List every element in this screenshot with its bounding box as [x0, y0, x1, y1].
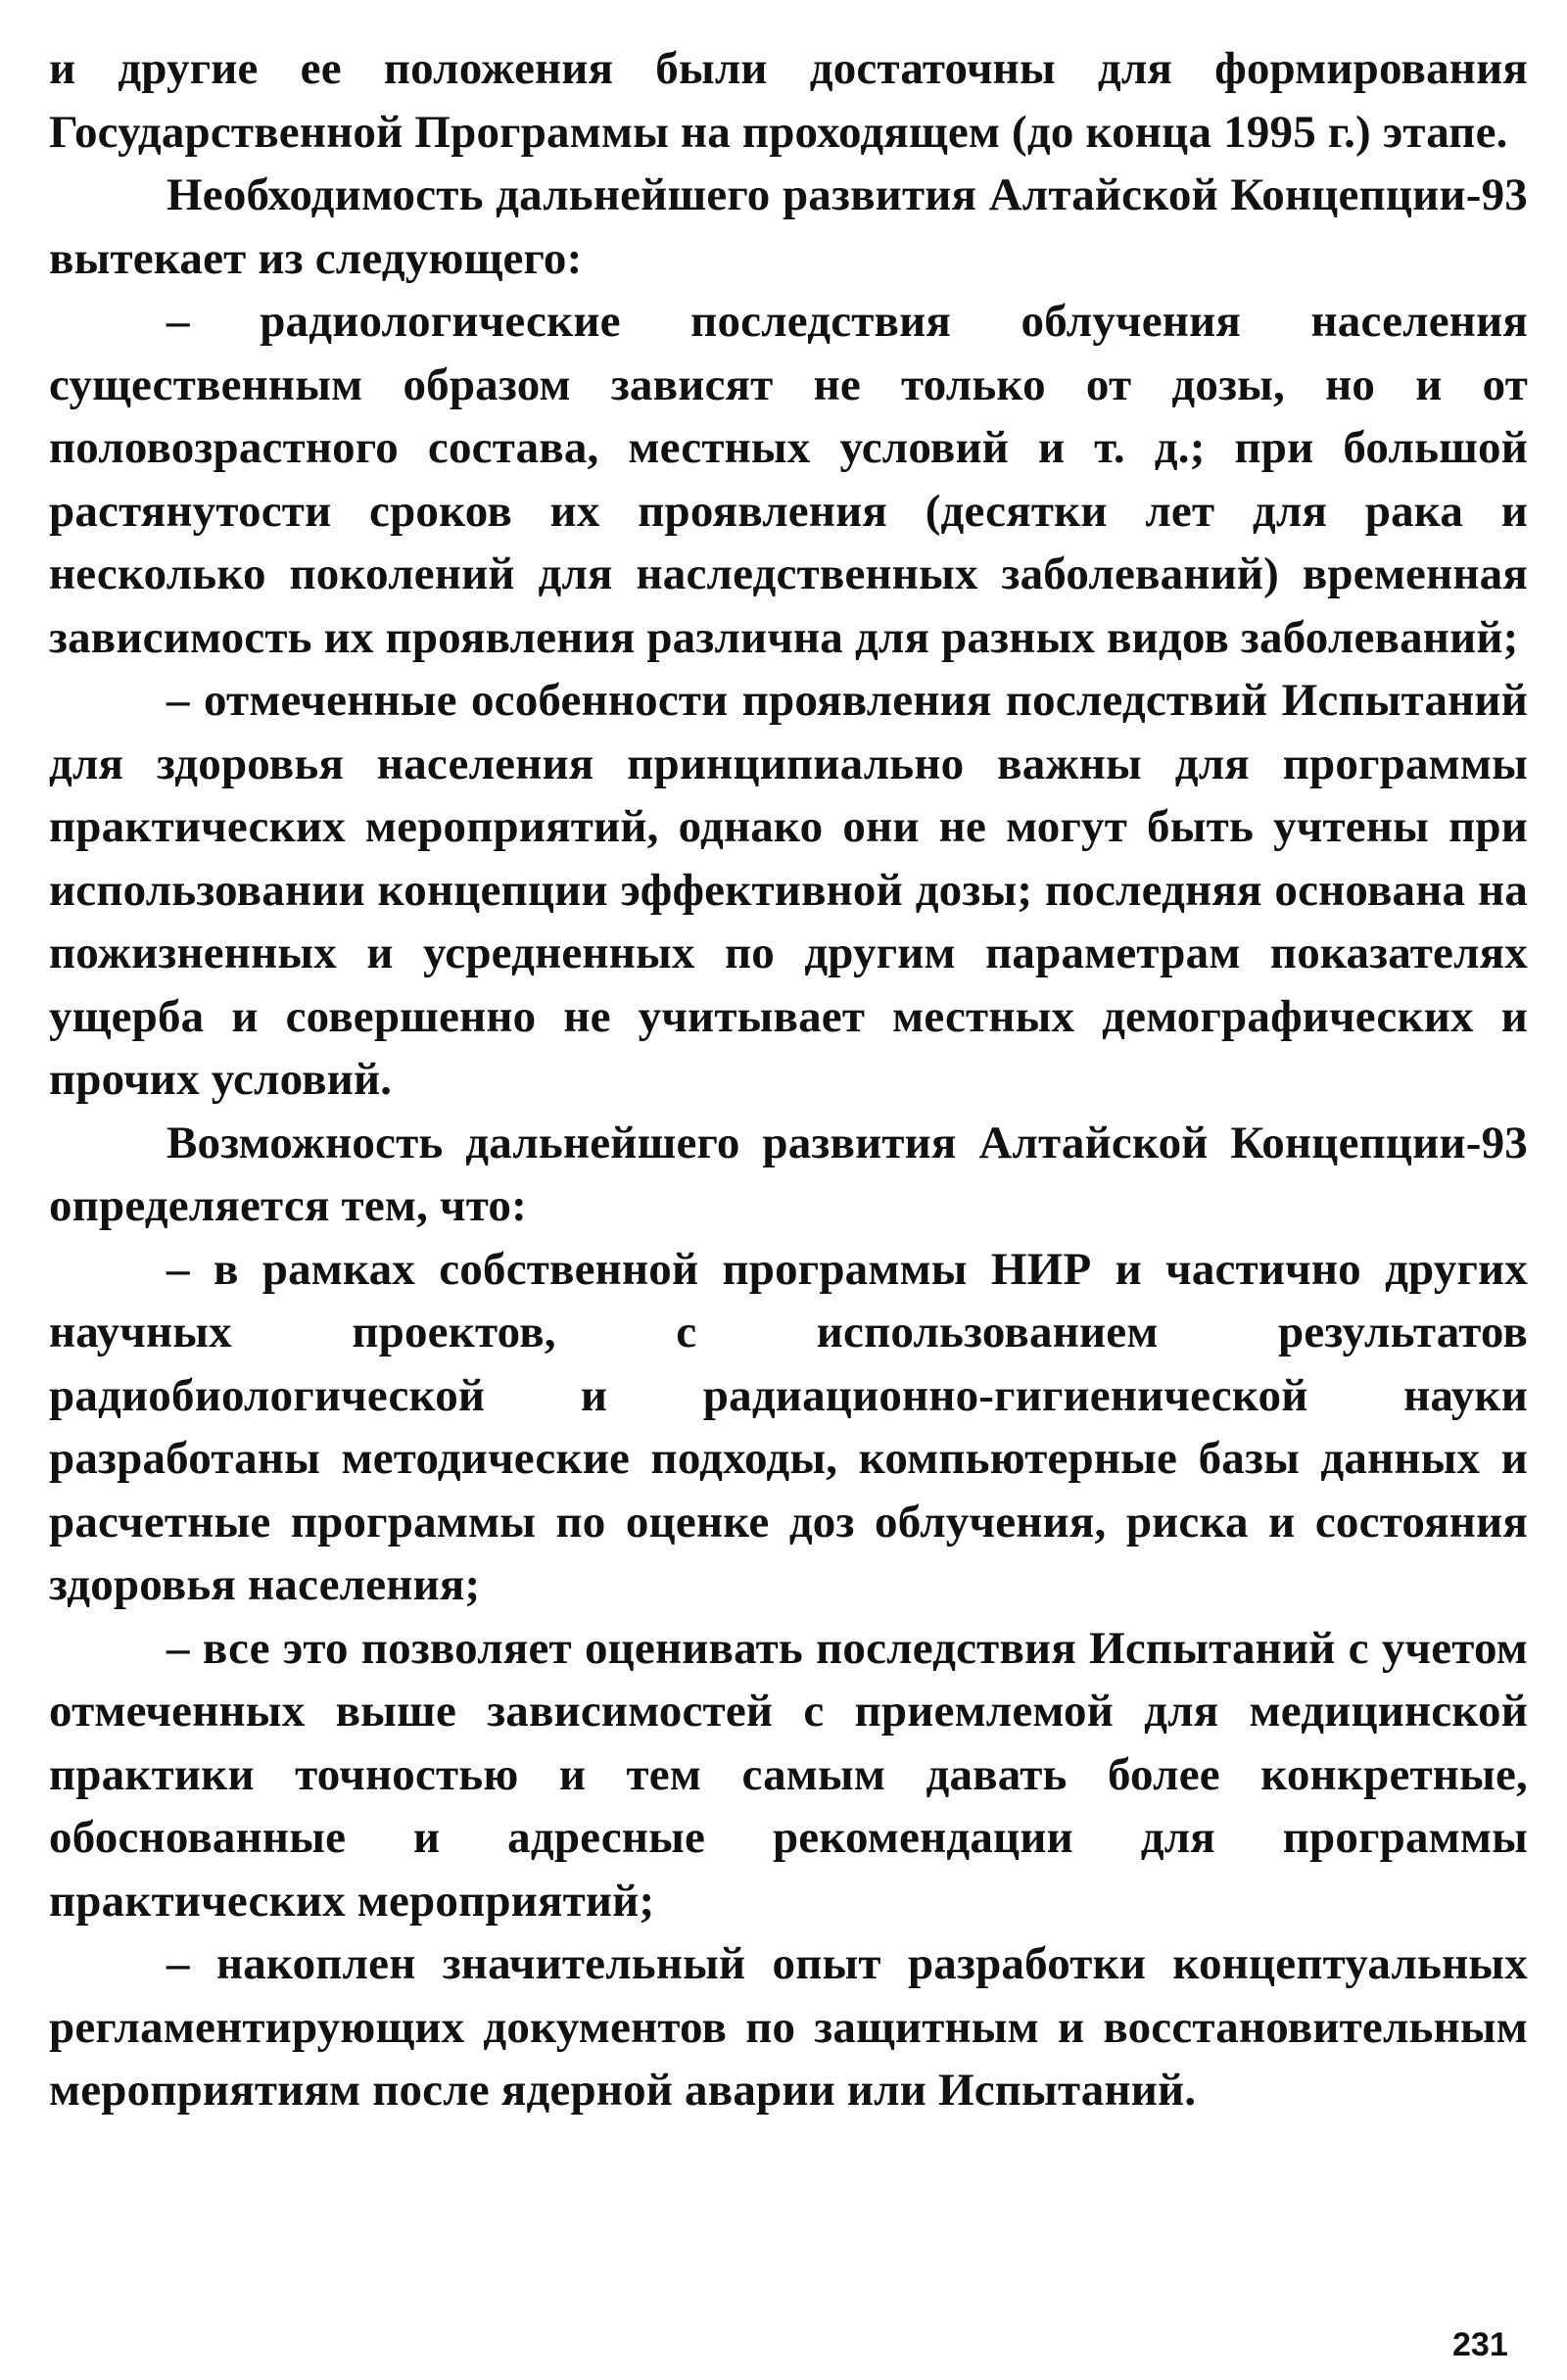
paragraph-3: – радиологические последствия облучения населения существенным образом зависят не только от дозы, но и от половозрастного состава, местных условий и т. д.; при большой растянутости сроков их проявления (десятки лет для рака и несколько поколений для наследственных заболеваний) временная зависимость их проявления различна для разных видов заболеваний;	[49, 296, 1528, 663]
paragraph-6: – в рамках собственной программы НИР и частично других научных проектов, с использованием результатов радиобиологической и радиационно-гигиенической науки разработаны методические подходы, компьютерные базы данных и расчетные программы по оценке доз облучения, риска и состояния здоровья населения;	[49, 1243, 1528, 1610]
paragraph-4: – отмеченные особенности проявления последствий Испытаний для здоровья населения принципиально важны для программы практических мероприятий, однако они не могут быть учтены при использовании концепции эффективной дозы; последняя основана на пожизненных и усредненных по другим параметрам показателях ущерба и совершенно не учитывает местных демографических и прочих условий.	[49, 675, 1528, 1105]
paragraph-2: Необходимость дальнейшего развития Алтайской Концепции-93 вытекает из следующего:	[49, 169, 1528, 284]
paragraph-8: – накоплен значительный опыт разработки концептуальных регламентирующих документов по защитным и восстановительным мероприятиям после ядерной аварии или Испытаний.	[49, 1938, 1528, 2116]
body-text	[49, 37, 1528, 2122]
paragraph-1: и другие ее положения были достаточны для формирования Государственной Программы на проходящем (до конца 1995 г.) этапе.	[49, 43, 1528, 158]
paragraph-7: – все это позволяет оценивать последствия Испытаний с учетом отмеченных выше зависимостей с приемлемой для медицинской практики точностью и тем самым давать более конкретные, обоснованные и адресные рекомендации для программы практических мероприятий;	[49, 1622, 1528, 1927]
paragraph-5: Возможность дальнейшего развития Алтайской Концепции-93 определяется тем, что:	[49, 1117, 1528, 1231]
page-number: 231	[1452, 2326, 1508, 2363]
